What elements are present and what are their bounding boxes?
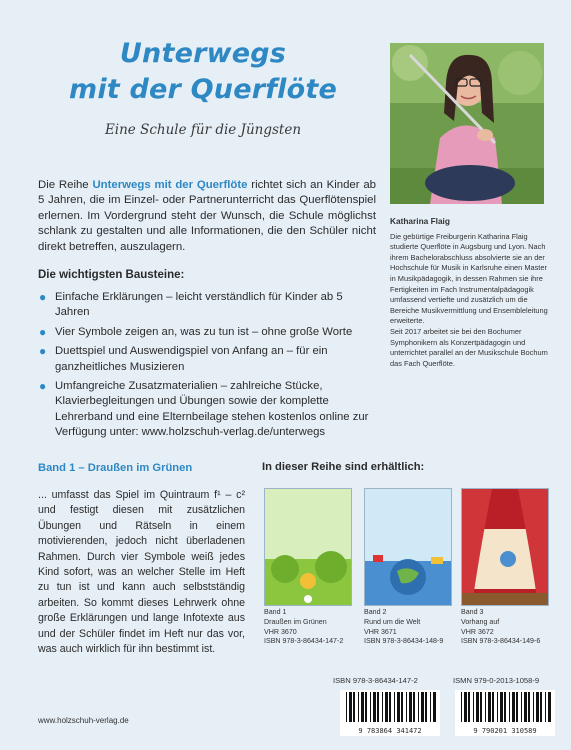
barcode-bar [461,692,462,722]
book-cover-band-3 [461,488,549,606]
book-vhr: VHR 3672 [461,627,494,636]
barcode-bar [468,692,470,722]
barcode-bar [504,692,506,722]
barcode-bar [394,692,395,722]
series-title [38,36,368,108]
book-cover-illustration [462,489,548,605]
barcode-bar [497,692,498,722]
series-available-heading: In dieser Reihe sind erhältlich: [262,461,425,473]
barcode-bar [406,692,407,722]
bullet-icon: ● [39,379,47,394]
barcode-bar [349,692,352,722]
series-title-line1: Unterwegs [119,38,287,69]
barcode-bar [385,692,388,722]
band1-heading: Band 1 – Draußen im Grünen [38,462,193,474]
ismn-barcode-digits: 9 790201 310589 [473,727,537,735]
book-isbn: ISBN 978-3-86434-149-6 [461,637,541,646]
list-item [38,325,378,340]
barcode-bar [524,692,527,722]
barcode-bar [389,692,391,722]
book-cover-illustration [265,489,351,605]
barcode-bar [421,692,424,722]
barcode-bar [500,692,503,722]
barcode-bar [485,692,486,722]
barcode-bars [340,690,440,726]
barcode-bar [397,692,400,722]
band1-description: ... umfasst das Spiel im Quintraum f¹ – c² und festigt diesen mit zusätzlichen Übungen und Rätseln in einem motivierenden, jedoch nicht überladenen Rahmen. Durch vier Symbole weiß jedes Kind sofort, was an welcher Stelle im Heft zu tun ist und kann auch selbstständig arbeiten. So kommt dieses Lehrwerk ohne große Erklärungen und lange Infotexte aus und der Schüler findet im Heft nur das vor, was auch wirklich für ihn bestimmt ist. [38,489,245,656]
book-isbn: ISBN 978-3-86434-147-2 [264,637,344,646]
barcode-bar [418,692,419,722]
barcode-bar [361,692,364,722]
barcode-bar [540,692,542,722]
intro-highlight: Unterwegs mit der Querflöte [92,179,248,191]
book-name: Rund um die Welt [364,617,421,626]
barcode-bar [488,692,491,722]
isbn-barcode-digits: 9 783864 341472 [358,727,422,735]
book-cover-band-2 [364,488,452,606]
barcode-bar [370,692,371,722]
bullet-icon: ● [39,344,47,359]
barcode-bar [413,692,415,722]
barcode-bar [516,692,518,722]
bullet-icon: ● [39,324,47,339]
barcode-bar [528,692,530,722]
book-name: Vorhang auf [461,617,500,626]
intro-after: richtet sich an Kinder ab 5 Jahren, die im Einzel- oder Partnerunterricht das Querflötenspiel erlernen. Im Vordergrund steht der Wunsch, die Schule möglichst schlank zu gestalten und alle Informationen, die den Schüler nicht direkt betreffen, auszulagern. [38,179,376,253]
author-photo-illustration [390,43,544,204]
barcode-bar [433,692,436,722]
ismn-label: ISMN 979-0-2013-1058-9 [453,676,540,685]
barcode-bar [536,692,539,722]
book-caption-band-2 [364,608,464,647]
barcode-bar [509,692,510,722]
list-item [38,290,378,321]
list-item [38,344,378,375]
barcode-bar [425,692,427,722]
series-title-line2: mit der Querflöte [68,74,338,105]
barcode-bar [473,692,474,722]
barcode-bar [358,692,359,722]
barcode-bars [455,690,555,726]
series-subtitle: Eine Schule für die Jüngsten [104,122,302,138]
barcode-bar [353,692,355,722]
bausteine-heading: Die wichtigsten Bausteine: [38,269,185,281]
book-cover-illustration [365,489,451,605]
barcode-bar [464,692,467,722]
barcode-bar [346,692,347,722]
barcode-bar [548,692,551,722]
ismn-barcode [455,690,555,736]
book-vhr: VHR 3671 [364,627,397,636]
bullet-text: Einfache Erklärungen – leicht verständlich für Kinder ab 5 Jahren [55,291,343,319]
publisher-url: www.holzschuh-verlag.de [38,716,129,725]
barcode-bar [373,692,376,722]
bausteine-list [38,290,378,445]
isbn-barcode [340,690,440,736]
barcode-bar [533,692,534,722]
barcode-bar [382,692,383,722]
book-caption-band-1 [264,608,364,647]
author-bio-2: Seit 2017 arbeitet sie bei den Bochumer Symphonikern als Konzertpädagogin und unterrichtet parallel an der Musikschule Bochum das Fach Querflöte. [390,326,548,368]
barcode-bar [521,692,522,722]
author-name: Katharina Flaig [390,216,450,226]
bullet-icon: ● [39,290,47,304]
barcode-bar [430,692,431,722]
book-band: Band 1 [264,608,287,616]
barcode-bar [401,692,403,722]
isbn-label: ISBN 978-3-86434-147-2 [333,676,418,685]
barcode-bar [377,692,379,722]
bullet-text: Vier Symbole zeigen an, was zu tun ist – ohne große Worte [55,325,353,338]
barcode-bar [476,692,479,722]
intro-paragraph [38,178,376,255]
intro-before: Die Reihe [38,179,93,191]
barcode-bar [545,692,546,722]
book-isbn: ISBN 978-3-86434-148-9 [364,637,444,646]
bullet-text: Duettspiel und Auswendigspiel von Anfang an – für ein ganzheitliches Musizieren [55,345,328,373]
barcode-bar [492,692,494,722]
barcode-bar [512,692,515,722]
author-photo [390,43,544,204]
book-band: Band 3 [461,608,484,616]
book-name: Draußen im Grünen [264,617,327,626]
barcode-bar [365,692,367,722]
book-band: Band 2 [364,608,387,616]
book-caption-band-3 [461,608,561,647]
barcode-bar [480,692,482,722]
book-vhr: VHR 3670 [264,627,297,636]
list-item [38,379,378,441]
barcode-bar [409,692,412,722]
bullet-text: Umfangreiche Zusatzmaterialien – zahlreiche Stücke, Klavierbegleitungen und Übungen sowie der komplette Lehrerband und eine Elternbeilage stehen kostenlos online zur Verfügung unter: www.holzschuh-verlag.de/unterwegs [55,380,369,439]
book-cover-band-1 [264,488,352,606]
author-caption [390,216,550,369]
author-bio: Die gebürtige Freiburgerin Katharina Flaig studierte Querflöte in Augsburg und Lyon. Nach ihrem Bachelorabschluss absolvierte sie an der Hochschule für Musik in Karlsruhe einen Master in Musikpädagogik, in dessen Rahmen sie ihre Fertigkeiten im Fach Instrumentalpädagogik umfassend vertiefte und zusätzlich um die Bereiche Musikvermittlung und Ensembleleitung erweiterte. [390,231,548,326]
